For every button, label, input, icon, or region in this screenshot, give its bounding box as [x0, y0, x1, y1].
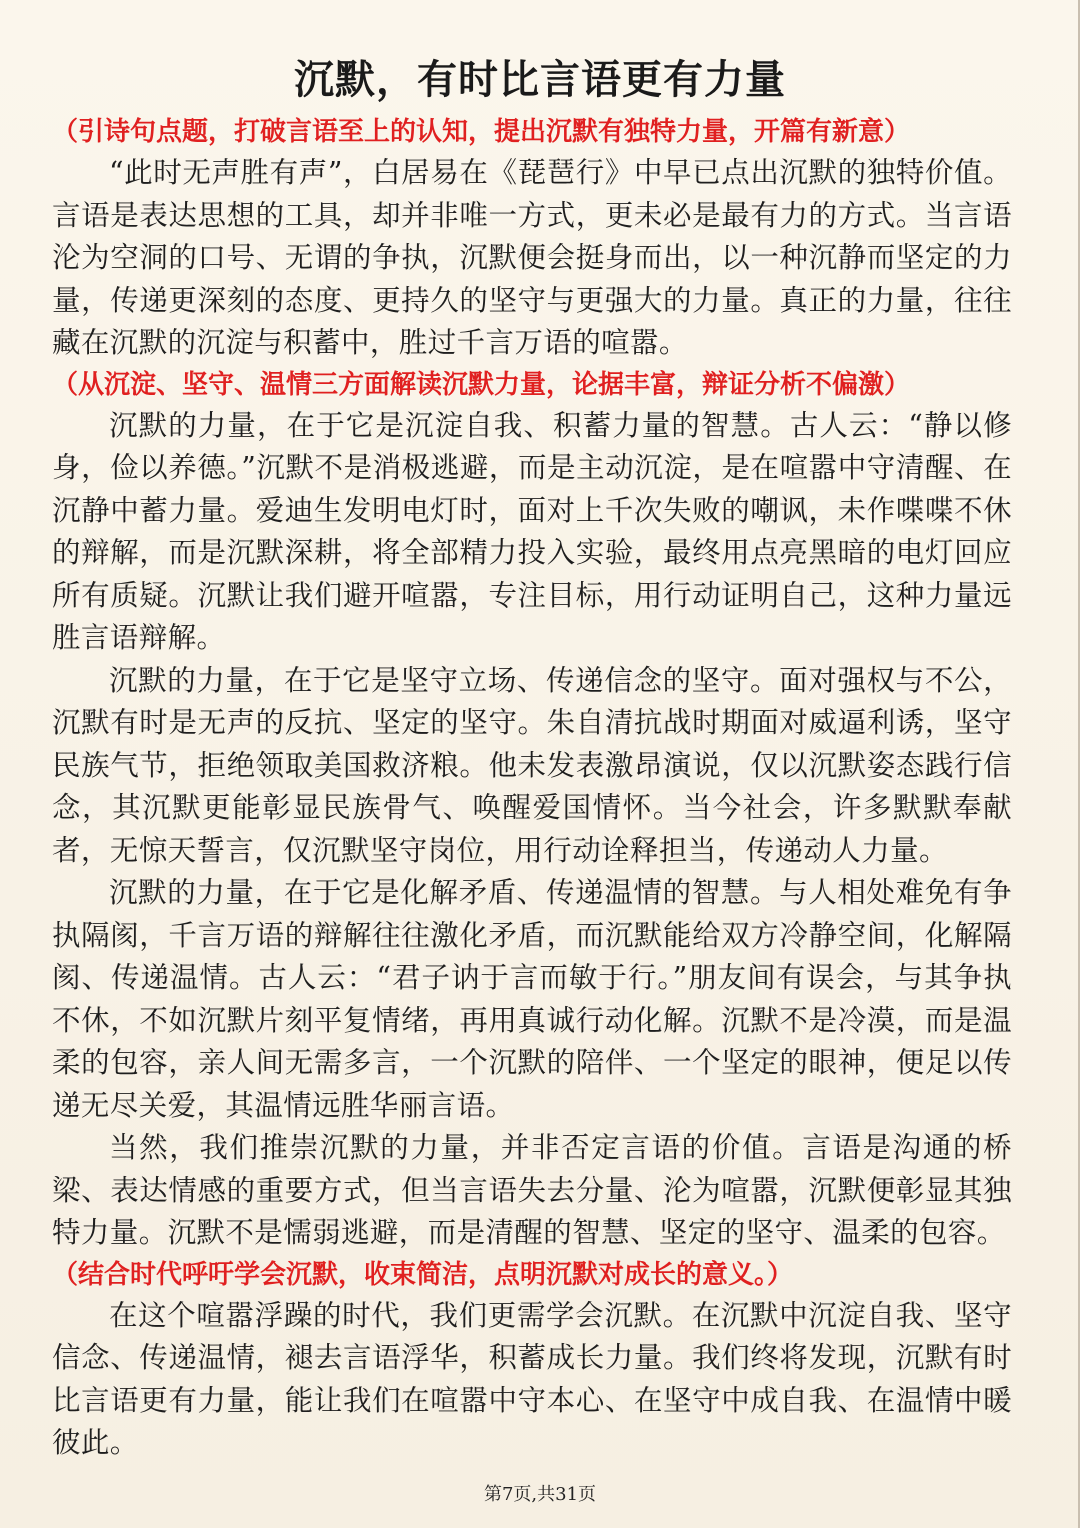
essay-title: 沉默，有时比言语更有力量 [294, 57, 786, 103]
paragraph: 沉默的力量，在于它是化解矛盾、传递温情的智慧。与人相处难免有争执隔阂，千言万语的辩解往往激化矛盾，而沉默能给双方冷静空间，化解隔阂、传递温情。古人云：“君子讷于言而敏于行。”朋友间有误会，与其争执不休，不如沉默片刻平复情绪，再用真诚行动化解。沉默不是冷漠，而是温柔的包容，亲人间无需多言，一个沉默的陪伴、一个坚定的眼神，便足以传递无尽关爱，其温情远胜华丽言语。 [52, 876, 1012, 1122]
essay-body [52, 112, 1012, 1465]
paragraph: 沉默的力量，在于它是坚守立场、传递信念的坚守。面对强权与不公，沉默有时是无声的反抗、坚定的坚守。朱自清抗战时期面对威逼利诱，坚守民族气节，拒绝领取美国救济粮。他未发表激昂演说，仅以沉默姿态践行信念，其沉默更能彰显民族骨气、唤醒爱国情怀。当今社会，许多默默奉献者，无惊天誓言，仅沉默坚守岗位，用行动诠释担当，传递动人力量。 [52, 663, 1012, 867]
annotation-note: （引诗句点题，打破言语至上的认知，提出沉默有独特力量，开篇有新意） [52, 117, 911, 147]
page-number: 第7页,共31页 [483, 1484, 597, 1505]
annotation-note: （结合时代呼吁学会沉默，收束简洁，点明沉默对成长的意义。） [52, 1259, 794, 1290]
paragraph: “此时无声胜有声”，白居易在《琵琶行》中早已点出沉默的独特价值。言语是表达思想的工具，却并非唯一方式，更未必是最有力的方式。当言语沦为空洞的口号、无谓的争执，沉默便会挺身而出，以一种沉静而坚定的力量，传递更深刻的态度、更持久的坚守与更强大的力量。真正的力量，往往藏在沉默的沉淀与积蓄中，胜过千言万语的喧嚣。 [52, 156, 1012, 359]
paragraph: 当然，我们推崇沉默的力量，并非否定言语的价值。言语是沟通的桥梁、表达情感的重要方式，但当言语失去分量、沦为喧嚣，沉默便彰显其独特力量。沉默不是懦弱逃避，而是清醒的智慧、坚定的坚守、温柔的包容。 [52, 1131, 1012, 1249]
paragraph: 沉默的力量，在于它是沉淀自我、积蓄力量的智慧。古人云：“静以修身，俭以养德。”沉默不是消极逃避，而是主动沉淀，是在喧嚣中守清醒、在沉静中蓄力量。爱迪生发明电灯时，面对上千次失败的嘲讽，未作喋喋不休的辩解，而是沉默深耕，将全部精力投入实验，最终用点亮黑暗的电灯回应所有质疑。沉默让我们避开喧嚣，专注目标，用行动证明自己，这种力量远胜言语辩解。 [52, 408, 1012, 654]
paragraph: 在这个喧嚣浮躁的时代，我们更需学会沉默。在沉默中沉淀自我、坚守信念、传递温情，褪去言语浮华，积蓄成长力量。我们终将发现，沉默有时比言语更有力量，能让我们在喧嚣中守本心、在坚守中成自我、在温情中暖彼此。 [52, 1298, 1012, 1459]
annotation-note: （从沉淀、坚守、温情三方面解读沉默力量，论据丰富，辩证分析不偏激） [52, 369, 911, 400]
